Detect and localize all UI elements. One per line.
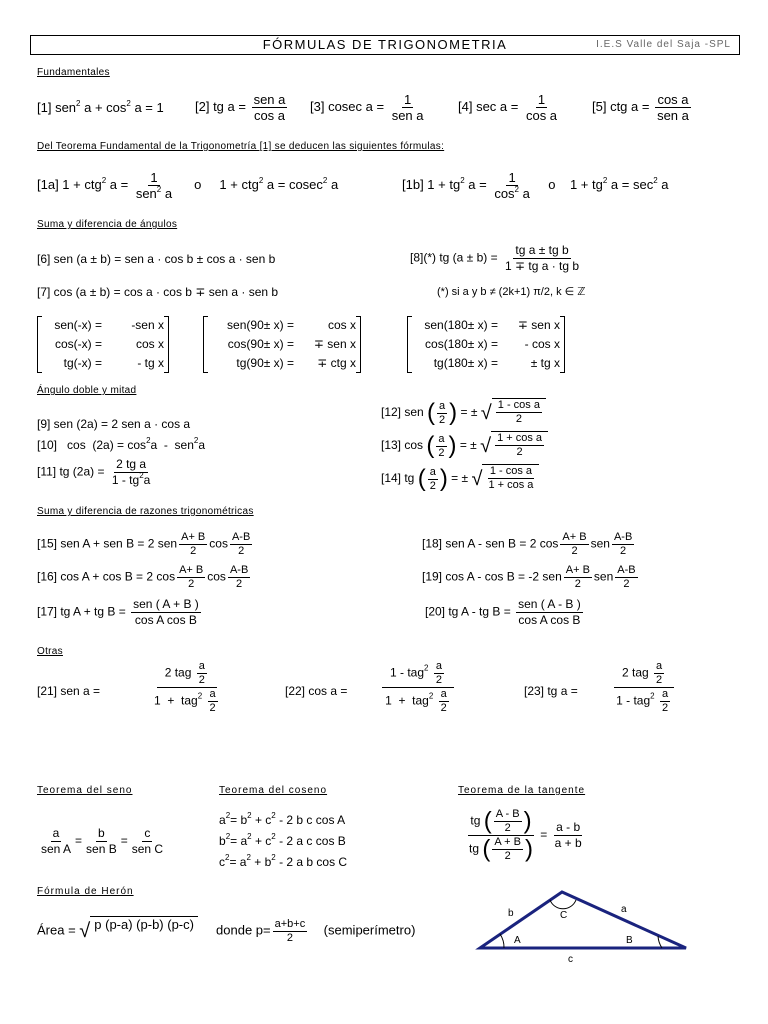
a-minus-b: A-B (231, 531, 251, 543)
heron-p-num: a+b+c (274, 917, 306, 930)
formula-23-den: 1 - tag$^2$ $\frac{a}{2}$ (616, 688, 669, 714)
identity-lhs: tg(-x) = (63, 356, 102, 370)
section-teo-seno: Teorema del seno (37, 785, 133, 796)
formula-16-label: [16] cos A + cos B = 2 cos (37, 569, 176, 584)
half-angle-den: 2 (439, 413, 446, 426)
formula-2 (195, 92, 289, 123)
formula-22-num: 1 - tag$^2$ $\frac{a}{2}$ (382, 660, 454, 688)
formula-10: [10] $\cos (2a) = \cos^2a - sen^2a$ (37, 436, 206, 452)
sines-b: b (98, 826, 105, 840)
identity-rhs: ∓ sen x (313, 337, 356, 351)
triangle-shape (480, 892, 686, 948)
tangents-num: tg ( $\frac{A - B}{2}$ ) (470, 807, 532, 835)
two: 2 (620, 545, 627, 557)
formula-13-den: 2 (516, 446, 523, 458)
triangle-diagram (458, 882, 698, 974)
formula-17-num: sen ( A + B ) (133, 597, 199, 611)
formula-1b-num: 1 (508, 170, 516, 185)
section-teo-coseno: Teorema del coseno (219, 785, 328, 796)
tangents-rhs-num: a - b (556, 820, 581, 834)
identity-rhs: - cos x (524, 337, 560, 351)
triangle-side-a: a (621, 904, 627, 915)
section-otras: Otras (37, 646, 63, 657)
section-deduce: Del Teorema Fundamental de la Trigonometría [1] se deducen las siguientes fórmulas: (37, 141, 445, 152)
tangents-rhs-den: a + b (554, 836, 582, 850)
formula-17-label: [17] tg A + tg B = (37, 604, 126, 619)
heron-radicand: p (p-a) (p-b) (p-c) (90, 916, 198, 946)
a-minus-b: A-B (613, 531, 633, 543)
identity-row (42, 316, 164, 335)
formula-19-label: [19] cos A - cos B = -2 sen (422, 569, 562, 584)
identity-lhs: cos(180± x) = (425, 337, 498, 351)
formula-13-num: 1 + cos a (497, 432, 543, 444)
formula-4-den: cos a (525, 108, 558, 123)
a-plus-b: A+ B (562, 531, 587, 543)
triangle-angle-C: C (560, 910, 568, 921)
triangle-side-b: b (508, 908, 514, 919)
angle-A-arc (500, 934, 504, 948)
triangle-angle-B: B (626, 935, 633, 946)
formula-19-fn: sen (593, 569, 614, 584)
identity-row (412, 354, 560, 373)
section-heron: Fórmula de Herón (37, 886, 134, 897)
heron-formula: Área = √ p (p-a) (p-b) (p-c) donde p= $\frac{a+b+c}{2}$ (semiperímetro) (37, 916, 415, 946)
formula-2-label: [2] tg a = (195, 98, 246, 114)
formula-19 (422, 564, 640, 591)
sines-c: c (144, 826, 151, 840)
triangle-side-c: c (568, 954, 573, 965)
law-of-tangents: tg ( $\frac{A - B}{2}$ ) tg ( $\frac{A + B}{2}$ ) = $\frac{a - b}{a + b}$ (469, 807, 582, 863)
header-box (30, 35, 740, 55)
heron-semi: (semiperímetro) (323, 922, 416, 938)
formula-20 (425, 597, 585, 628)
two: 2 (574, 578, 581, 590)
formula-14: [14] tg ( $\frac{a}{2}$ ) = ± √ $\frac{\text{1 - cos a}}{\text{1 + cos a}}$ (381, 464, 539, 494)
formula-11-den: $1 - tg^2a$ (111, 471, 151, 487)
formula-16 (37, 564, 252, 591)
formula-9: [9] sen (2a) = 2 sen a · cos a (37, 417, 191, 431)
tangents-den: tg ( $\frac{A + B}{2}$ ) (469, 835, 533, 863)
identity-rhs: cos x (135, 337, 164, 351)
formula-5-label: [5] ctg a = (592, 98, 650, 114)
formula-15 (37, 531, 254, 558)
formula-3-num: 1 (403, 92, 412, 107)
formula-12-num: 1 - cos a (497, 399, 540, 411)
formula-2-num: sen a (253, 92, 286, 107)
formula-14-den: 1 + cos a (488, 479, 534, 491)
identity-lhs: tg(90± x) = (236, 356, 294, 370)
formula-1a-den: sen$^2$ a (135, 185, 173, 201)
identity-lhs: sen(180± x) = (424, 318, 498, 332)
formula-1b-den: $\cos^2 a$ (494, 185, 530, 201)
formula-23-frac (612, 660, 676, 715)
formula-12: [12] sen ( $\frac{a}{2}$ ) = ± √ $\frac{\text{1 - cos a}}{2}$ (381, 398, 546, 428)
two: 2 (238, 545, 245, 557)
formula-15-fn: cos (209, 536, 228, 551)
formula-8-note: (*) si a y b ≠ (2k+1) π/2, k ∈ ℤ (437, 286, 586, 298)
page-title: FÓRMULAS DE TRIGONOMETRIA (262, 37, 508, 52)
formula-22-frac (380, 660, 456, 715)
formula-17-den: cos A cos B (134, 613, 197, 627)
section-teo-tangente: Teorema de la tangente (458, 785, 586, 796)
two: 2 (188, 578, 195, 590)
matrix-90 (203, 316, 361, 373)
a-minus-b: A-B (617, 564, 636, 576)
heron-p-den: 2 (286, 931, 293, 944)
formula-1a: [1a] 1 + ctg$^2$ a = $\frac{1}{sen^2 a}$ o 1 + ctg$^2$ a = cosec$^2$ a (37, 170, 339, 201)
formula-23-label: [23] tg a = (524, 684, 578, 698)
identity-row (42, 354, 164, 373)
angle-C-arc (550, 900, 576, 909)
formula-14-num: 1 - cos a (489, 465, 532, 477)
formula-20-num: sen ( A - B ) (518, 597, 581, 611)
law-of-cosines-b: $b^2= a^2 + c^2 - 2$ a c cos B (219, 832, 346, 848)
sines-senA: sen A (41, 842, 72, 856)
identity-rhs: -sen x (131, 318, 164, 332)
formula-12-den: 2 (515, 413, 522, 425)
formula-3-label: [3] cosec a = (310, 98, 385, 114)
formula-4-label: [4] sec a = (458, 98, 519, 114)
formula-14-label: [14] tg (381, 471, 415, 486)
eq-pm: = ± (460, 405, 478, 420)
eq-pm: = ± (451, 471, 469, 486)
formula-7: [7] cos (a ± b) = cos a · cos b ∓ sen a · sen b (37, 285, 279, 299)
identity-row (412, 316, 560, 335)
two: 2 (623, 578, 630, 590)
half-angle-den: 2 (429, 479, 436, 492)
formula-20-den: cos A cos B (518, 613, 581, 627)
formula-21-label: [21] sen a = (37, 684, 101, 698)
identity-row (412, 335, 560, 354)
two: 2 (571, 545, 578, 557)
identity-lhs: sen(-x) = (54, 318, 102, 332)
sines-a: a (52, 826, 60, 840)
school-name: I.E.S Valle del Saja -SPL (596, 39, 731, 50)
formula-4 (458, 92, 561, 123)
formula-20-label: [20] tg A - tg B = (425, 604, 511, 619)
formula-21-num: 2 tag $\frac{a}{2}$ (157, 660, 217, 688)
section-fundamentales: Fundamentales (37, 67, 110, 78)
identity-lhs: cos(90± x) = (227, 337, 294, 351)
identity-lhs: tg(180± x) = (433, 356, 498, 370)
section-doble-mitad: Ángulo doble y mitad (37, 385, 137, 396)
sines-senC: sen C (131, 842, 164, 856)
formula-11 (37, 457, 154, 488)
matrix-negative (37, 316, 169, 373)
formula-12-label: [12] sen (381, 405, 424, 420)
formula-21-frac (150, 660, 224, 715)
a-minus-b: A-B (229, 564, 249, 576)
formula-15-label: [15] sen A + sen B = 2 sen (37, 536, 178, 551)
identity-lhs: cos(-x) = (54, 337, 102, 351)
eq-pm: = ± (459, 438, 477, 453)
half-angle-num: a (438, 432, 445, 445)
formula-3 (310, 92, 428, 123)
formula-11-label: [11] tg (2a) = (37, 464, 105, 479)
identity-rhs: ± tg x (530, 356, 560, 370)
identity-lhs: sen(90± x) = (227, 318, 294, 332)
formula-8-label: [8](*) tg (a ± b) = (410, 250, 498, 265)
formula-6: [6] sen (a ± b) = sen a · cos b ± cos a · sen b (37, 252, 276, 266)
half-angle-num: a (429, 465, 436, 478)
triangle-angle-A: A (514, 935, 521, 946)
formula-17 (37, 597, 203, 628)
formula-5-den: sen a (657, 108, 689, 123)
formula-4-num: 1 (537, 92, 546, 107)
formula-22-den: 1 + tag$^2$ $\frac{a}{2}$ (385, 688, 447, 714)
formula-13-label: [13] cos (381, 438, 424, 453)
identity-rhs: cos x (327, 318, 356, 332)
formula-3-den: sen a (391, 108, 424, 123)
formula-2-den: cos a (253, 108, 286, 123)
identity-row (208, 354, 356, 373)
formula-1b: [1b] $1 + tg^2$ a = $\frac{1}{\cos^2 a}$ o $1 + tg^2$ $a = \sec^2 a$ (402, 170, 669, 201)
section-suma-razones: Suma y diferencia de razones trigonométricas (37, 506, 254, 517)
law-of-sines: $\frac{a}{\text{sen A}}$ = $\frac{b}{\text{sen B}}$ = $\frac{c}{\text{sen C}}$ (41, 826, 164, 856)
formula-1: [1] sen$^2$ $a + \cos^2 a = 1$ (37, 99, 164, 115)
two: 2 (236, 578, 243, 590)
formula-5 (592, 92, 693, 123)
formula-18-label: [18] sen A - sen B = 2 cos (422, 536, 559, 551)
section-suma-angulos: Suma y diferencia de ángulos (37, 219, 178, 230)
identity-row (208, 335, 356, 354)
formula-13: [13] cos ( $\frac{a}{2}$ ) = ± √ $\frac{\text{1 + cos a}}{2}$ (381, 431, 548, 461)
heron-area-label: Área = (37, 922, 76, 938)
half-angle-den: 2 (438, 446, 445, 459)
formula-11-num: 2 tg a (116, 457, 147, 471)
formula-22-label: [22] cos a = (285, 684, 348, 698)
identity-rhs: ∓ ctg x (317, 356, 356, 370)
formula-5-num: cos a (657, 92, 689, 107)
formula-23-num: 2 tag $\frac{a}{2}$ (614, 660, 674, 688)
law-of-cosines-a: $a^2= b^2 + c^2 - 2$ b c cos A (219, 811, 346, 827)
formula-8 (410, 243, 583, 274)
heron-donde: donde p= (216, 922, 271, 938)
formula-21-den: 1 + tag$^2$ $\frac{a}{2}$ (154, 688, 216, 714)
formula-18-fn: sen (590, 536, 610, 551)
identity-rhs: ∓ sen x (517, 318, 560, 332)
formula-8-num: tg a ± tg b (515, 243, 569, 257)
a-plus-b: A+ B (181, 531, 206, 543)
formula-16-fn: cos (207, 569, 226, 584)
a-plus-b: A+ B (179, 564, 204, 576)
sines-senB: sen B (86, 842, 117, 856)
half-angle-num: a (439, 399, 446, 412)
identity-row (208, 316, 356, 335)
two: 2 (190, 545, 197, 557)
formula-8-den: 1 ∓ tg a · tg b (504, 259, 580, 273)
a-plus-b: A+ B (565, 564, 590, 576)
formula-18 (422, 531, 636, 558)
formula-1a-num: 1 (150, 170, 158, 185)
identity-row (42, 335, 164, 354)
law-of-cosines-c: $c^2= a^2 + b^2 - 2$ a b cos C (219, 853, 348, 869)
matrix-180 (407, 316, 565, 373)
identity-rhs: - tg x (137, 356, 164, 370)
